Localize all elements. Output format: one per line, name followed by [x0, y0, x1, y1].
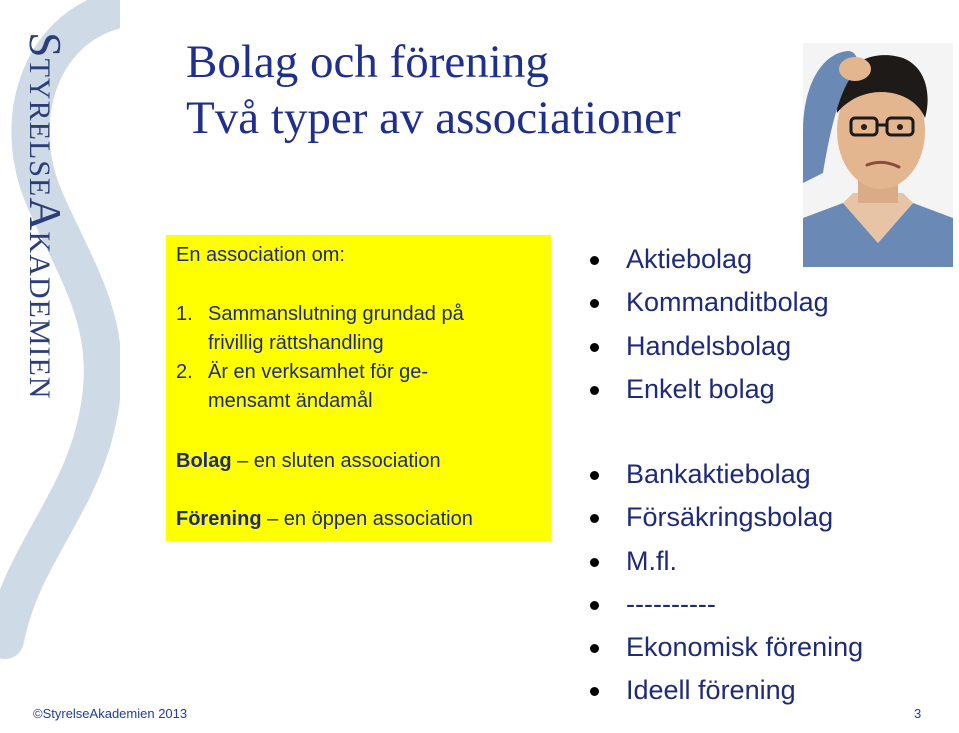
- bolag-term: Bolag: [176, 450, 232, 472]
- copyright-footer: ©StyrelseAkademien 2013: [33, 706, 188, 721]
- title-line-1: Bolag och förening: [186, 36, 549, 88]
- criteria-number: 1.: [176, 303, 193, 325]
- definition-criteria-list: [176, 300, 508, 416]
- svg-text:STYRELSEAKADEMIEN: STYRELSEAKADEMIEN: [20, 32, 71, 400]
- criteria-item: [176, 358, 508, 416]
- list-item: Ekonomisk förening: [590, 626, 863, 669]
- page-number: 3: [914, 706, 922, 721]
- list-item: Kommanditbolag: [590, 281, 829, 324]
- criteria-text: Är en verksamhet för ge-mensamt ändamål: [208, 361, 429, 412]
- criteria-text: Sammanslutning grundad på frivillig rättshandling: [208, 303, 464, 354]
- list-item: Handelsbolag: [590, 325, 829, 368]
- styrelseakademien-logo: [0, 0, 120, 700]
- confused-man-photo: [803, 43, 953, 267]
- definition-box: [166, 235, 551, 541]
- list-item: Ideell förening: [590, 669, 863, 712]
- bolag-definition-text: – en sluten association: [231, 450, 441, 472]
- other-association-types-list: [590, 453, 863, 713]
- forening-definition-text: – en öppen association: [261, 508, 473, 530]
- list-item: ----------: [590, 583, 863, 626]
- forening-term: Förening: [176, 508, 262, 530]
- list-item: Aktiebolag: [590, 238, 829, 281]
- list-item: Bankaktiebolag: [590, 453, 863, 496]
- forening-definition: [176, 505, 473, 534]
- company-types-list: [590, 238, 829, 411]
- definition-intro: En association om:: [176, 244, 345, 266]
- list-item: M.fl.: [590, 540, 863, 583]
- slide-title: [186, 34, 681, 146]
- bolag-definition: [176, 447, 441, 476]
- criteria-number: 2.: [176, 361, 193, 383]
- list-item: Försäkringsbolag: [590, 496, 863, 539]
- title-line-2: Två typer av associationer: [186, 92, 681, 144]
- criteria-item: [176, 300, 508, 358]
- list-item: Enkelt bolag: [590, 368, 829, 411]
